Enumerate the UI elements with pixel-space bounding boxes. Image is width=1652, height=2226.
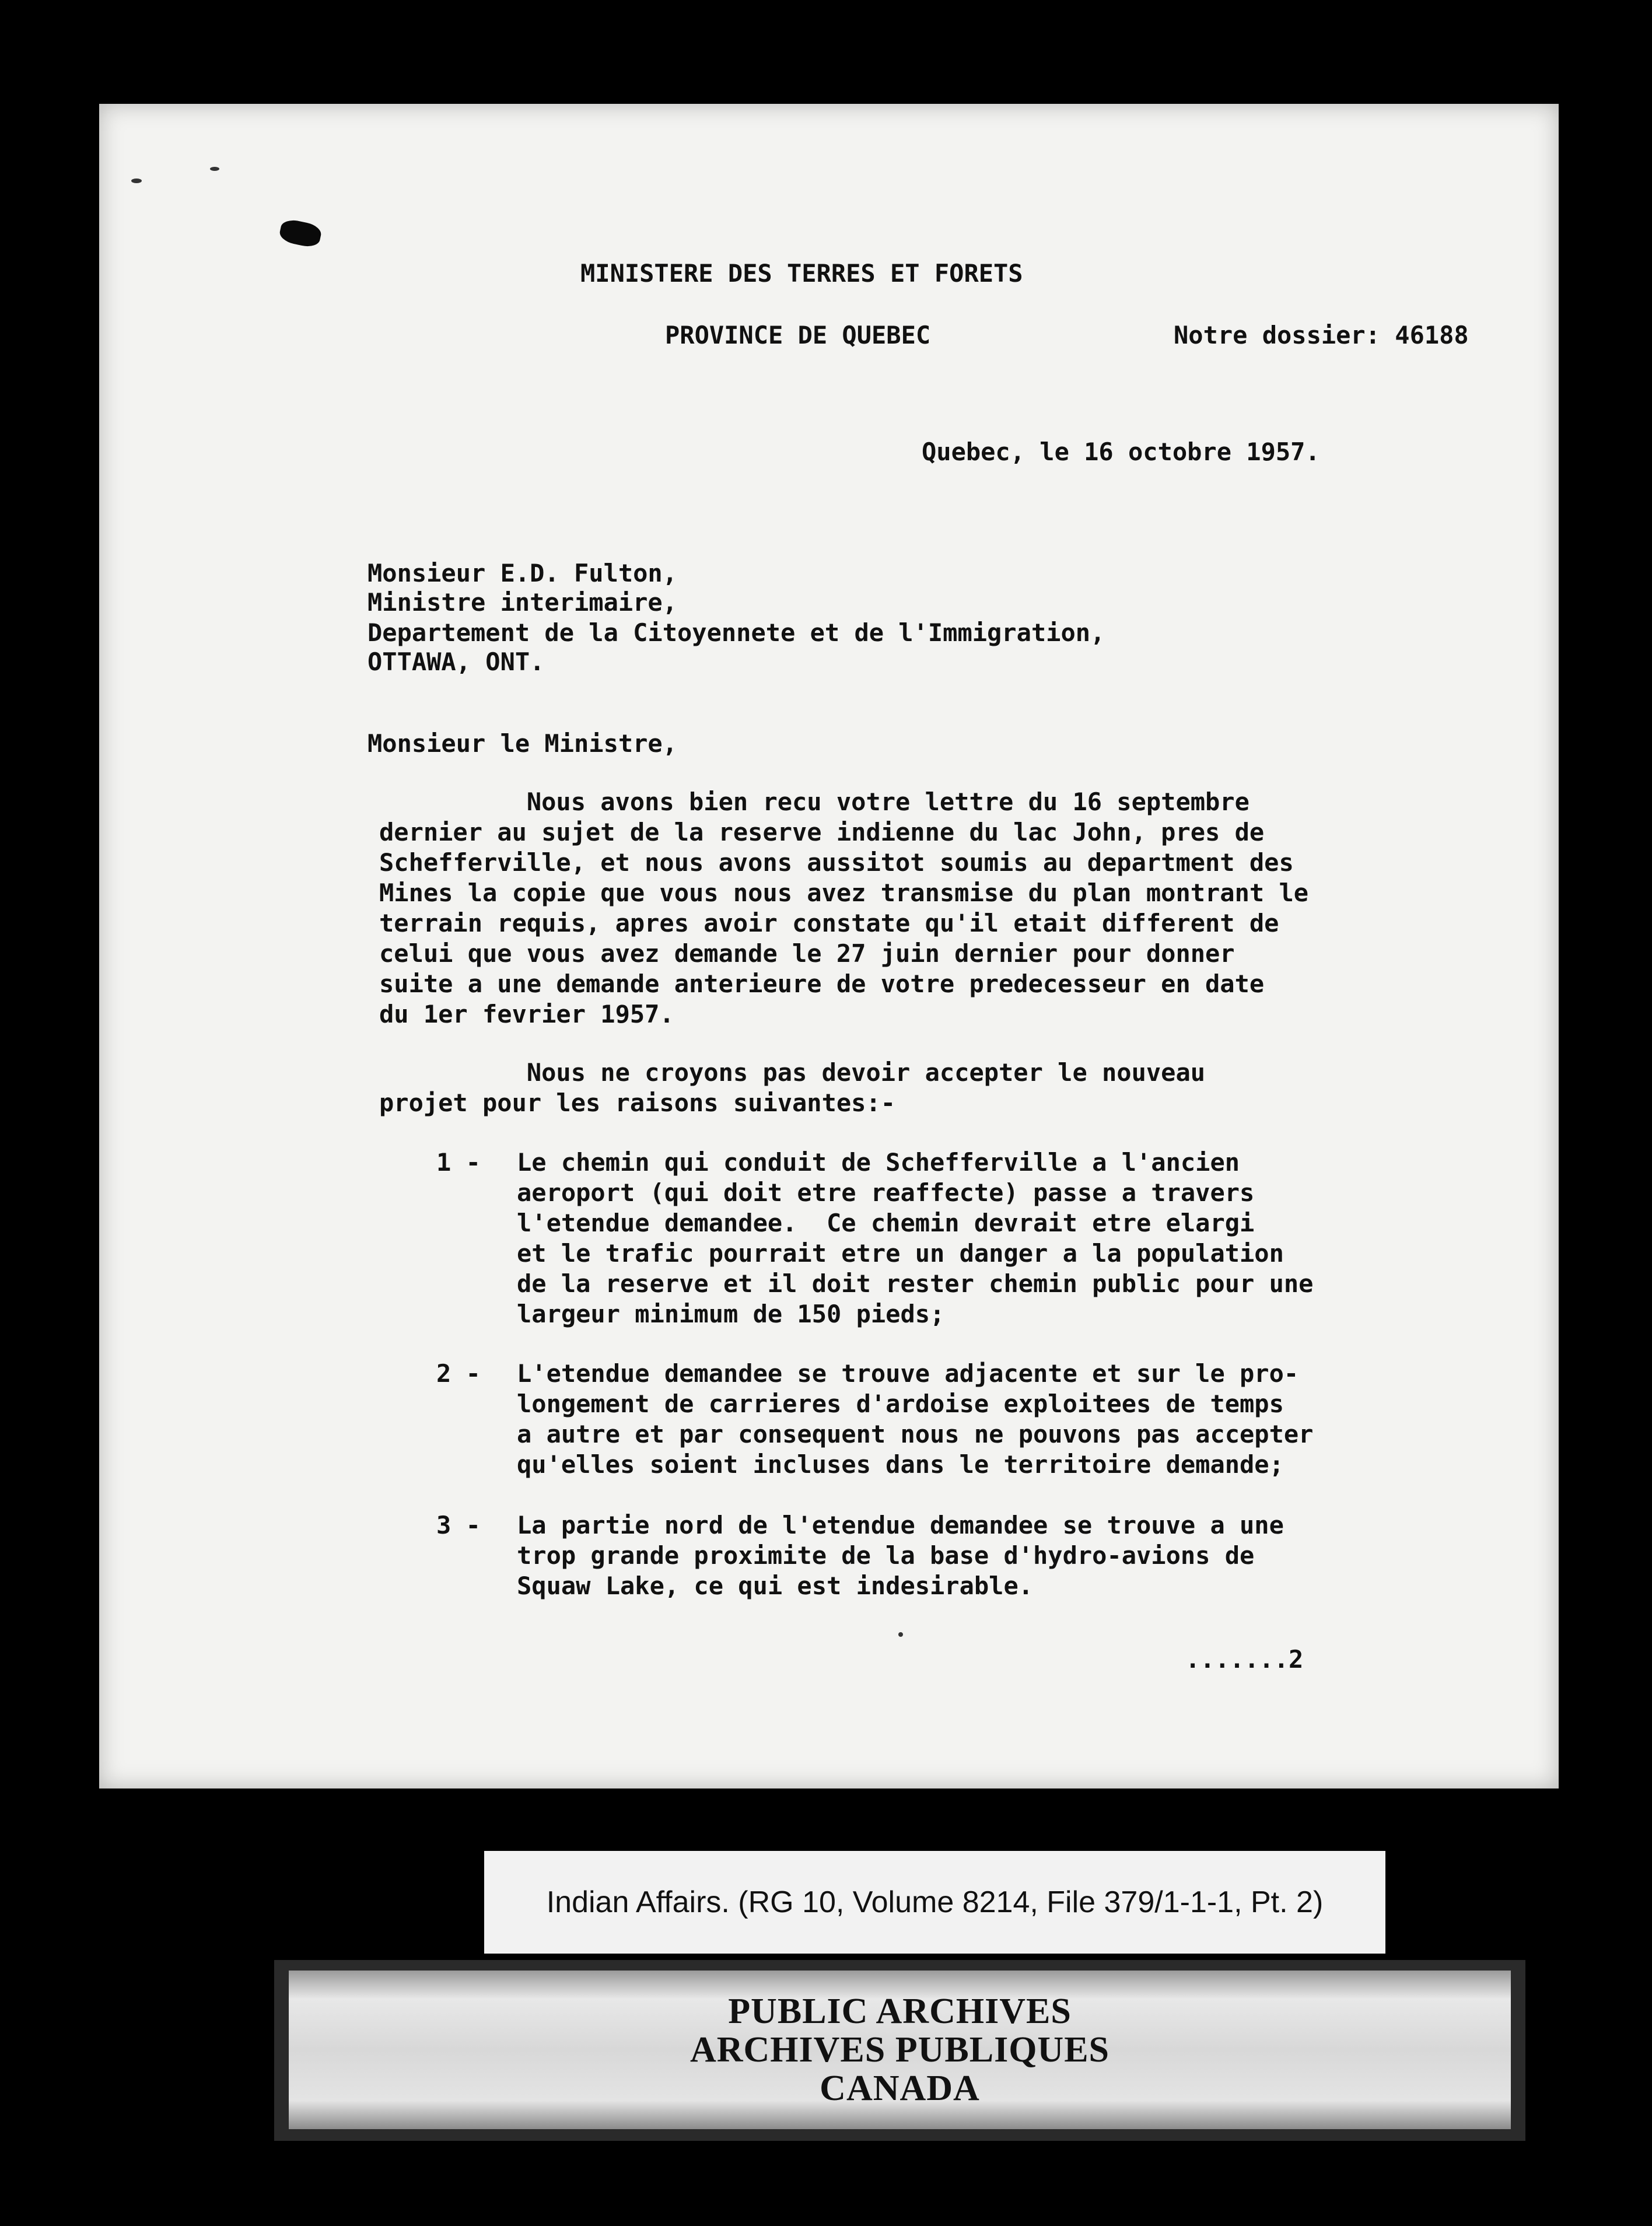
archive-reference-label <box>484 1851 1385 1954</box>
paragraph-line: dernier au sujet de la reserve indienne du lac John, pres de <box>379 818 1265 846</box>
paragraph-line: du 1er fevrier 1957. <box>379 1000 674 1028</box>
item-line: trop grande proximite de la base d'hydro-avions de <box>517 1541 1255 1570</box>
addressee-line: OTTAWA, ONT. <box>368 648 545 676</box>
item-line: longement de carrieres d'ardoise exploitees de temps <box>517 1390 1284 1418</box>
item-number: 2 - <box>436 1359 481 1388</box>
file-reference: Notre dossier: 46188 <box>1174 321 1469 349</box>
item-line: et le trafic pourrait etre un danger a la population <box>517 1239 1284 1268</box>
date-line: Quebec, le 16 octobre 1957. <box>922 438 1320 466</box>
item-line: de la reserve et il doit rester chemin public pour une <box>517 1269 1314 1298</box>
item-line: aeroport (qui doit etre reaffecte) passe a travers <box>517 1178 1255 1207</box>
paragraph-line: Schefferville, et nous avons aussitot soumis au department des <box>379 848 1294 877</box>
item-line: l'etendue demandee. Ce chemin devrait etre elargi <box>517 1209 1255 1237</box>
paragraph-line: celui que vous avez demande le 27 juin dernier pour donner <box>379 939 1235 968</box>
speck <box>898 1632 903 1637</box>
item-line: La partie nord de l'etendue demandee se trouve a une <box>517 1511 1284 1539</box>
paragraph-line: Mines la copie que vous nous avez transmise du plan montrant le <box>379 878 1309 907</box>
archive-stamp <box>289 1971 1511 2129</box>
paragraph-line: Nous avons bien recu votre lettre du 16 septembre <box>379 788 1250 816</box>
letter-page <box>99 104 1559 1788</box>
ink-blot <box>278 218 323 249</box>
item-number: 1 - <box>436 1148 481 1177</box>
ministry-heading: MINISTERE DES TERRES ET FORETS <box>580 259 1023 288</box>
paragraph-line: suite a une demande anterieure de votre predecesseur en date <box>379 970 1265 998</box>
archive-stamp-line: CANADA <box>820 2068 980 2108</box>
archive-stamp-line: ARCHIVES PUBLIQUES <box>690 2030 1110 2070</box>
item-line: a autre et par consequent nous ne pouvons pas accepter <box>517 1420 1314 1448</box>
addressee-line: Departement de la Citoyennete et de l'Immigration, <box>368 618 1105 647</box>
speck <box>210 167 219 171</box>
archive-reference-text: Indian Affairs. (RG 10, Volume 8214, File 379/1-1-1, Pt. 2) <box>546 1885 1324 1919</box>
paragraph-line: terrain requis, apres avoir constate qu'il etait different de <box>379 909 1279 937</box>
paragraph-line: projet pour les raisons suivantes:- <box>379 1088 896 1117</box>
item-line: L'etendue demandee se trouve adjacente et sur le pro- <box>517 1359 1299 1388</box>
addressee-line: Ministre interimaire, <box>368 588 678 617</box>
item-line: Squaw Lake, ce qui est indesirable. <box>517 1572 1034 1600</box>
speck <box>131 178 142 183</box>
item-line: qu'elles soient incluses dans le territoire demande; <box>517 1450 1284 1479</box>
item-number: 3 - <box>436 1511 481 1539</box>
item-line: Le chemin qui conduit de Schefferville a l'ancien <box>517 1148 1240 1177</box>
salutation: Monsieur le Ministre, <box>368 729 678 758</box>
province-heading: PROVINCE DE QUEBEC <box>665 321 931 349</box>
addressee-line: Monsieur E.D. Fulton, <box>368 559 678 587</box>
archive-stamp-line: PUBLIC ARCHIVES <box>728 1992 1072 2031</box>
item-line: largeur minimum de 150 pieds; <box>517 1300 945 1328</box>
page-continuation: .......2 <box>1185 1645 1304 1674</box>
paragraph-line: Nous ne croyons pas devoir accepter le nouveau <box>379 1058 1206 1087</box>
